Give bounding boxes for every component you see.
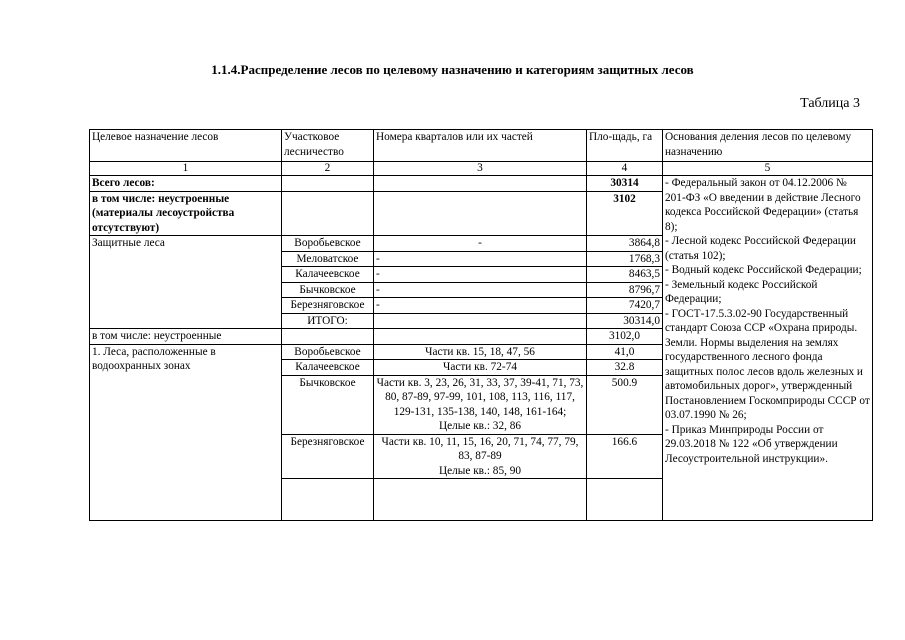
unbuilt-area: 3102	[587, 191, 663, 236]
subtotal-label: ИТОГО:	[282, 313, 374, 329]
quarters-cell: -	[374, 251, 587, 267]
area-value: 166.6	[587, 434, 663, 479]
protective-unbuilt-label: в том числе: неустроенные	[90, 329, 282, 345]
empty-cell	[374, 176, 587, 192]
water-protection-label: 1. Леса, расположенные в водоохранных зонах	[90, 344, 282, 521]
empty-cell	[282, 329, 374, 345]
header-purpose: Целевое назначение лесов	[90, 130, 282, 162]
district-name: Березняговское	[282, 298, 374, 314]
column-number: 3	[374, 162, 587, 176]
total-label: Всего лесов:	[90, 176, 282, 192]
protective-label: Защитные леса	[90, 236, 282, 329]
empty-cell	[374, 313, 587, 329]
empty-cell	[282, 191, 374, 236]
unbuilt-label: в том числе: неустроенные (материалы лесоустройства отсутствуют)	[90, 191, 282, 236]
basis-cell	[663, 176, 873, 521]
header-district: Участковое лесничество	[282, 130, 374, 162]
district-name: Меловатское	[282, 251, 374, 267]
empty-cell	[374, 329, 587, 345]
district-name: Воробьевское	[282, 344, 374, 360]
table-caption: Таблица 3	[800, 96, 860, 111]
district-name: Калачеевское	[282, 360, 374, 376]
area-value: 3864,8	[587, 236, 663, 252]
quarters-cell	[374, 434, 587, 479]
forest-distribution-table	[89, 129, 873, 521]
area-value: 41,0	[587, 344, 663, 360]
empty-cell	[282, 176, 374, 192]
basis-item: (статья 102);	[665, 249, 726, 262]
area-value: 32.8	[587, 360, 663, 376]
area-value: 8463,5	[587, 267, 663, 283]
header-row	[90, 130, 873, 162]
column-number: 5	[663, 162, 873, 176]
header-basis: Основания деления лесов по целевому назначению	[663, 130, 873, 162]
quarters-cell: Части кв. 72-74	[374, 360, 587, 376]
empty-cell	[374, 479, 587, 521]
basis-item: - Федеральный закон от 04.12.2006 № 201-ФЗ «О введении в действие Лесного кодекса Российской Федерации» (статья 8);	[665, 177, 861, 233]
quarters-whole: Целые кв.: 32, 86	[438, 420, 522, 432]
subtotal-area: 30314,0	[587, 313, 663, 329]
area-value: 7420,7	[587, 298, 663, 314]
column-number: 2	[282, 162, 374, 176]
quarters-cell: Части кв. 15, 18, 47, 56	[374, 344, 587, 360]
district-name: Бычковское	[282, 375, 374, 434]
quarters-cell	[374, 375, 587, 434]
district-name: Воробьевское	[282, 236, 374, 252]
quarters-cell: -	[374, 282, 587, 298]
table-row-total	[90, 176, 873, 192]
quarters-parts: Части кв. 3, 23, 26, 31, 33, 37, 39-41, 71, 73, 80, 87-89, 97-99, 101, 108, 113, 116, 117, 129-131, 135-138, 140, 148, 161-164;	[376, 376, 584, 418]
header-area: Пло-щадь, га	[587, 130, 663, 162]
quarters-cell: -	[374, 298, 587, 314]
basis-item: - ГОСТ-17.5.3.02-90 Государственный стандарт Союза ССР «Охрана природы. Земли. Нормы выделения на землях государственного лесного фонда защитных полос лесов вдоль железных и автомобильных дорог», утвержденный Постановлением Госкомприроды СССР от 03.07.1990 № 26;	[665, 307, 870, 421]
district-name: Березняговское	[282, 434, 374, 479]
header-quarters: Номера кварталов или их частей	[374, 130, 587, 162]
area-value: 1768,3	[587, 251, 663, 267]
empty-cell	[374, 191, 587, 236]
basis-item: - Водный кодекс Российской Федерации;	[665, 264, 862, 276]
column-number: 4	[587, 162, 663, 176]
basis-item: - Земельный кодекс Российской Федерации;	[665, 278, 818, 305]
section-title: 1.1.4.Распределение лесов по целевому назначению и категориям защитных лесов	[211, 62, 694, 77]
quarters-whole: Целые кв.: 85, 90	[438, 464, 522, 477]
column-number: 1	[90, 162, 282, 176]
district-name: Бычковское	[282, 282, 374, 298]
area-value: 500.9	[587, 375, 663, 434]
empty-cell	[587, 479, 663, 521]
quarters-cell: -	[374, 236, 587, 252]
area-value: 8796,7	[587, 282, 663, 298]
protective-unbuilt-area: 3102,0	[587, 329, 663, 345]
total-area: 30314	[587, 176, 663, 192]
quarters-cell: -	[374, 267, 587, 283]
empty-cell	[282, 479, 374, 521]
quarters-parts: Части кв. 10, 11, 15, 16, 20, 71, 74, 77, 79, 83, 87-89	[381, 435, 579, 462]
basis-item: - Приказ Минприроды России от 29.03.2018 № 122 «Об утверждении Лесоустроительной инструкции».	[665, 423, 838, 465]
column-number-row	[90, 162, 873, 176]
basis-item: - Лесной кодекс Российской Федерации	[665, 235, 856, 247]
district-name: Калачеевское	[282, 267, 374, 283]
